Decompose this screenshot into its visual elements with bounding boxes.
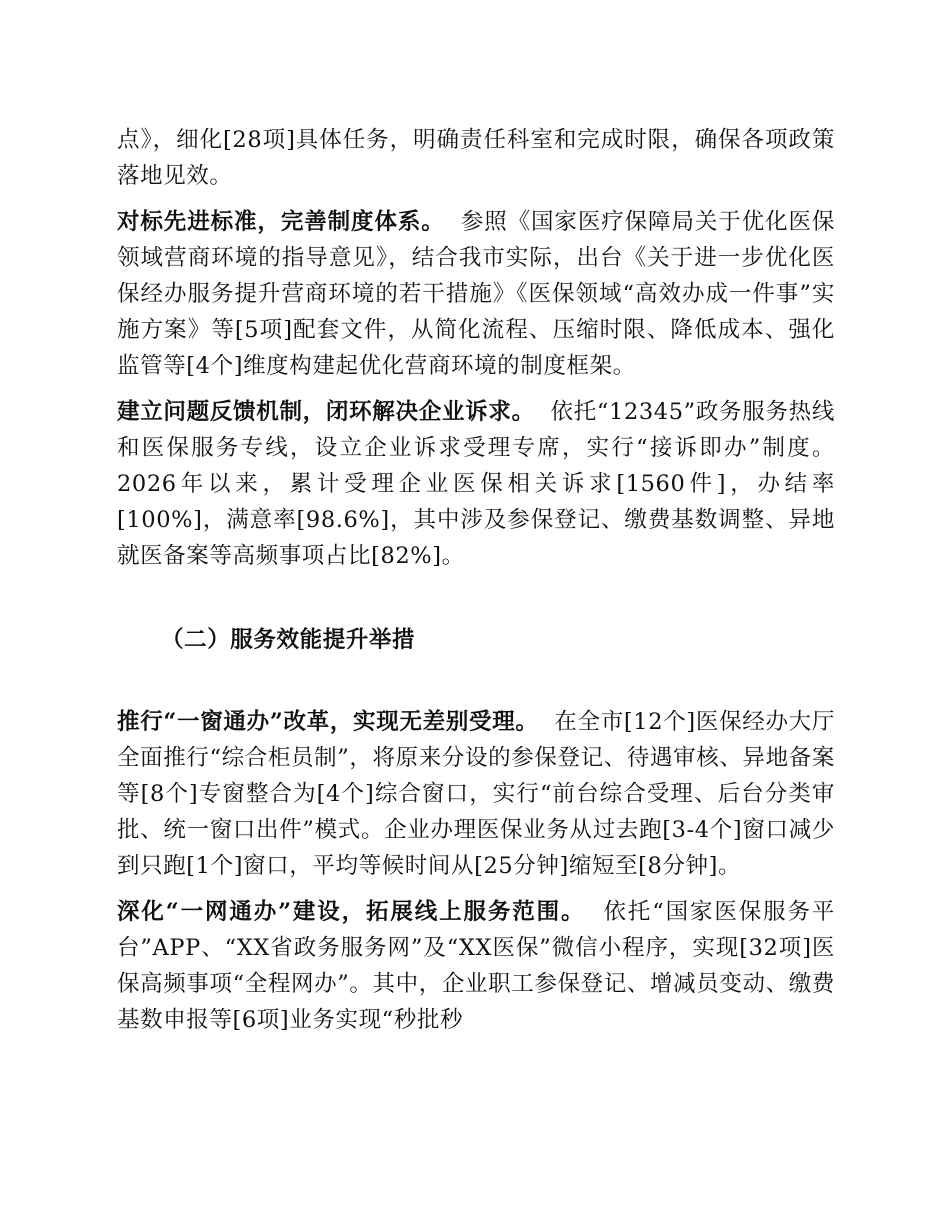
paragraph-text: 在全市[12个]医保经办大厅全面推行“综合柜员制”，将原来分设的参保登记、待遇审核、异地备案等[8个]专窗整合为[4个]综合窗口，实行“前台综合受理、后台分类审批、统一窗口出件”模式。企业办理医保业务从过去跑[3-4个]窗口减少到只跑[1个]窗口，平均等候时间从[25分钟]缩短至[8分钟]。: [117, 709, 835, 879]
paragraph-4: [117, 704, 835, 884]
section-heading: （二）服务效能提升举措: [161, 627, 416, 653]
paragraph-3: [117, 394, 835, 574]
paragraph-lead: 对标先进标准，完善制度体系。: [117, 209, 445, 235]
paragraph-lead: 深化“一网通办”建设，拓展线上服务范围。: [117, 899, 586, 925]
paragraph-text: 依托“国家医保服务平台”APP、“XX省政务服务网”及“XX医保”微信小程序，实现[32项]医保高频事项“全程网办”。其中，企业职工参保登记、增减员变动、缴费基数申报等[6项]业务实现“秒批秒: [117, 899, 835, 1033]
paragraph-lead: 推行“一窗通办”改革，实现无差别受理。: [117, 709, 539, 735]
paragraph-1: [117, 122, 835, 194]
paragraph-5: [117, 894, 835, 1038]
paragraph-2: [117, 204, 835, 384]
document-body: [117, 122, 835, 1038]
paragraph-text: 参照《国家医疗保障局关于优化医保领域营商环境的指导意见》，结合我市实际，出台《关于进一步优化医保经办服务提升营商环境的若干措施》《医保领域“高效办成一件事”实施方案》等[5项]配套文件，从简化流程、压缩时限、降低成本、强化监管等[4个]维度构建起优化营商环境的制度框架。: [117, 209, 835, 379]
paragraph-lead: 建立问题反馈机制，闭环解决企业诉求。: [117, 399, 535, 425]
paragraph-text: 依托“12345”政务服务热线和医保服务专线，设立企业诉求受理专席，实行“接诉即办”制度。2026年以来，累计受理企业医保相关诉求[1560件]，办结率[100%]，满意率[98.6%]，其中涉及参保登记、缴费基数调整、异地就医备案等高频事项占比[82%]。: [117, 399, 835, 569]
paragraph-text: 点》，细化[28项]具体任务，明确责任科室和完成时限，确保各项政策落地见效。: [117, 127, 835, 189]
